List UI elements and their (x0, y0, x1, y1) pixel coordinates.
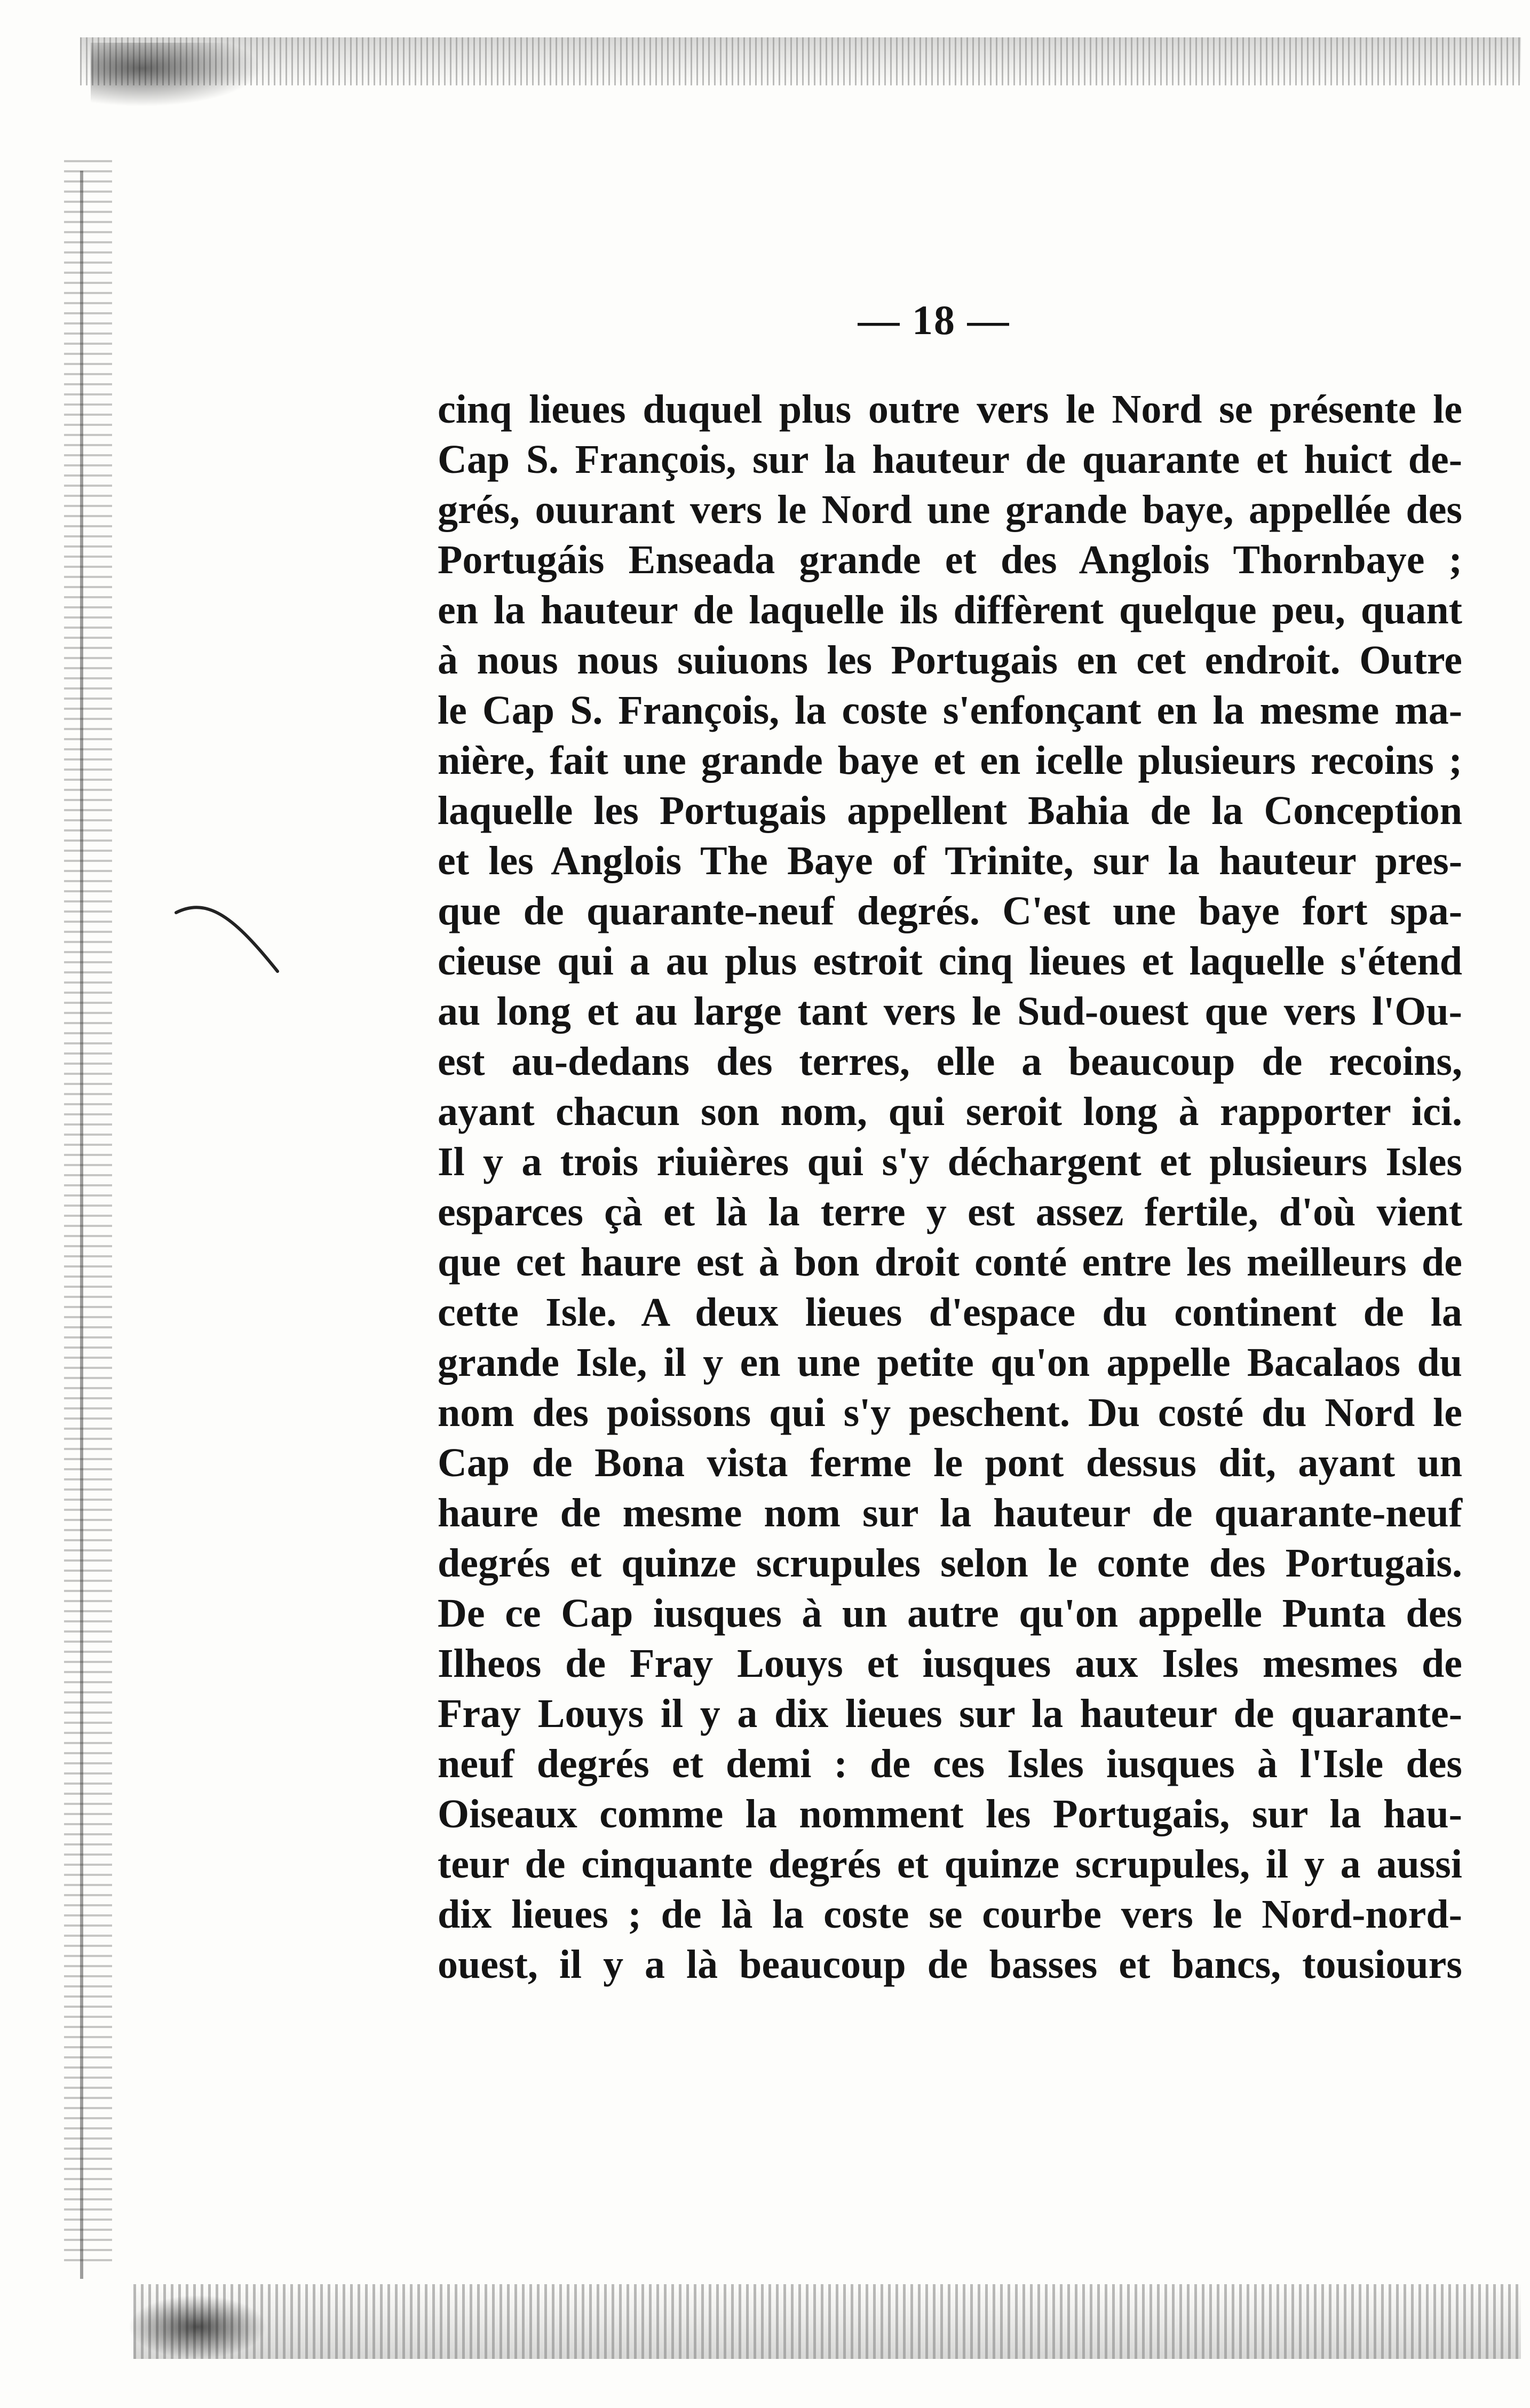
text-line: Cap S. François, sur la hauteur de quarante et huict de- (438, 437, 1462, 482)
scan-smudge-top-left (91, 43, 261, 107)
text-line: Portugáis Enseada grande et des Anglois Thornbaye ; (438, 537, 1462, 582)
scan-smudge-bottom-left (128, 2295, 267, 2359)
text-line: est au-dedans des terres, elle a beaucoup de recoins, (438, 1039, 1462, 1084)
text-line: cette Isle. A deux lieues d'espace du continent de la (438, 1290, 1462, 1335)
text-line: nom des poissons qui s'y peschent. Du costé du Nord le (438, 1390, 1462, 1435)
text-line: dix lieues ; de là la coste se courbe vers le Nord-nord- (438, 1892, 1462, 1937)
text-line: ouest, il y a là beaucoup de basses et bancs, tousiours (438, 1942, 1462, 1987)
text-line: ayant chacun son nom, qui seroit long à rapporter ici. (438, 1089, 1462, 1134)
text-line: en la hauteur de laquelle ils diffèrent quelque peu, quant (438, 588, 1462, 632)
text-line: degrés et quinze scrupules selon le conte des Portugais. (438, 1541, 1462, 1586)
scan-edge-top (80, 37, 1521, 85)
text-line: Ilheos de Fray Louys et iusques aux Isles mesmes de (438, 1641, 1462, 1686)
text-line: laquelle les Portugais appellent Bahia de la Conception (438, 788, 1462, 833)
text-line: esparces çà et là la terre y est assez fertile, d'où vient (438, 1190, 1462, 1234)
text-line: teur de cinquante degrés et quinze scrupules, il y a aussi (438, 1842, 1462, 1887)
text-line: cinq lieues duquel plus outre vers le Nord se présente le (438, 387, 1462, 432)
scan-binding-line (80, 171, 83, 2279)
text-line: Il y a trois riuières qui s'y déchargent et plusieurs Isles (438, 1139, 1462, 1184)
text-line: nière, fait une grande baye et en icelle plusieurs recoins ; (438, 738, 1462, 783)
text-line: que cet haure est à bon droit conté entre les meilleurs de (438, 1240, 1462, 1285)
text-line: que de quarante-neuf degrés. C'est une baye fort spa- (438, 889, 1462, 933)
text-line: neuf degrés et demi : de ces Isles iusques à l'Isle des (438, 1741, 1462, 1786)
text-line: Fray Louys il y a dix lieues sur la hauteur de quarante- (438, 1691, 1462, 1736)
text-line: grande Isle, il y en une petite qu'on appelle Bacalaos du (438, 1340, 1462, 1385)
text-line: De ce Cap iusques à un autre qu'on appelle Punta des (438, 1591, 1462, 1636)
text-line: grés, ouurant vers le Nord une grande baye, appellée des (438, 487, 1462, 532)
text-line: et les Anglois The Baye of Trinite, sur la hauteur pres- (438, 838, 1462, 883)
stray-pen-mark (171, 897, 288, 982)
text-line: Cap de Bona vista ferme le pont dessus dit, ayant un (438, 1440, 1462, 1485)
text-line: à nous nous suiuons les Portugais en cet endroit. Outre (438, 638, 1462, 683)
scan-edge-bottom (133, 2284, 1521, 2359)
page-number: — 18 — (858, 297, 1010, 343)
text-line: au long et au large tant vers le Sud-ouest que vers l'Ou- (438, 989, 1462, 1034)
text-line: le Cap S. François, la coste s'enfonçant en la mesme ma- (438, 688, 1462, 733)
text-line: Oiseaux comme la nomment les Portugais, sur la hau- (438, 1792, 1462, 1836)
body-text (438, 384, 1462, 1990)
scan-edge-left (64, 160, 112, 2268)
text-line: haure de mesme nom sur la hauteur de quarante-neuf (438, 1491, 1462, 1535)
text-line: cieuse qui a au plus estroit cinq lieues et laquelle s'étend (438, 939, 1462, 984)
